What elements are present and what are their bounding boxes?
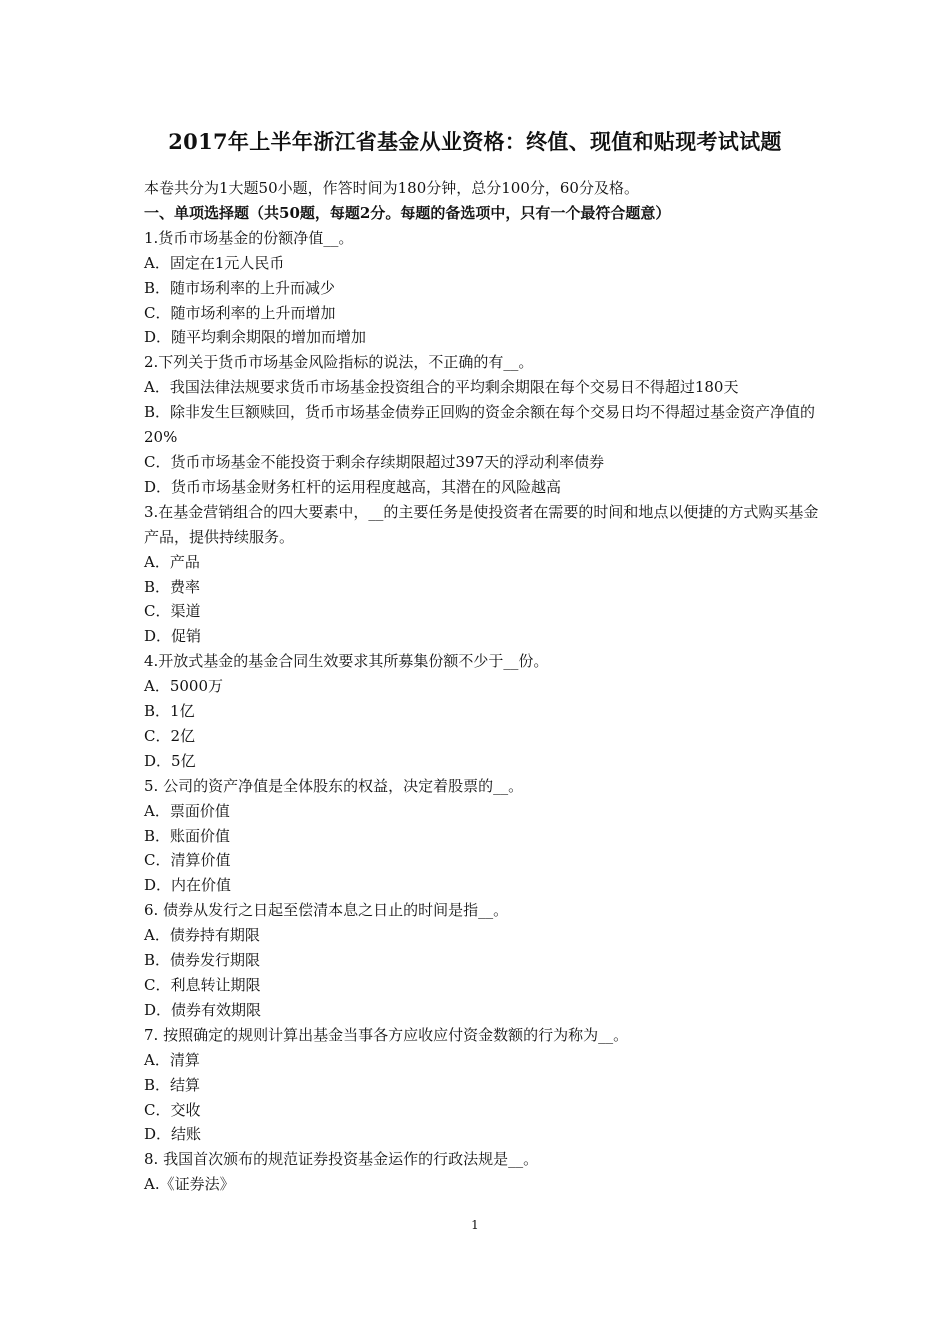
question-stem: 4.开放式基金的基金合同生效要求其所募集份额不少于__份。 bbox=[144, 652, 549, 671]
question-stem: 2.下列关于货币市场基金风险指标的说法，不正确的有__。 bbox=[144, 353, 534, 372]
option-c: C．货币市场基金不能投资于剩余存续期限超过397天的浮动利率债券 bbox=[144, 452, 605, 471]
option-c: C．利息转让期限 bbox=[144, 976, 261, 994]
option-b: B．1亿 bbox=[144, 702, 195, 721]
intro-text: 本卷共分为1大题50小题，作答时间为180分钟，总分100分，60分及格。 bbox=[144, 179, 639, 197]
document-body bbox=[144, 176, 824, 1197]
question-8 bbox=[144, 1147, 824, 1197]
option-a: A．产品 bbox=[144, 552, 200, 571]
option-a: A．5000万 bbox=[144, 677, 224, 696]
option-a: A.《证券法》 bbox=[144, 1175, 235, 1194]
option-c: C．2亿 bbox=[144, 726, 196, 745]
page-number: 1 bbox=[471, 1218, 479, 1232]
option-b: B．债券发行期限 bbox=[144, 951, 261, 970]
option-d: D．促销 bbox=[144, 627, 202, 646]
option-a: A．债券持有期限 bbox=[144, 926, 260, 945]
option-b: B．费率 bbox=[144, 577, 201, 596]
question-7 bbox=[144, 1023, 824, 1148]
question-3 bbox=[144, 500, 824, 649]
question-stem: 5. 公司的资产净值是全体股东的权益，决定着股票的__。 bbox=[144, 776, 524, 795]
option-a: A．票面价值 bbox=[144, 801, 230, 820]
option-d: D．随平均剩余期限的增加而增加 bbox=[144, 328, 367, 347]
option-c: C．清算价值 bbox=[144, 851, 231, 870]
option-a: A．我国法律法规要求货币市场基金投资组合的平均剩余期限在每个交易日不得超过180天 bbox=[144, 378, 739, 397]
option-a: A．固定在1元人民币 bbox=[144, 253, 285, 272]
question-stem: 6. 债券从发行之日起至偿清本息之日止的时间是指__。 bbox=[144, 901, 509, 920]
option-c: C．交收 bbox=[144, 1100, 201, 1119]
option-d: D．债券有效期限 bbox=[144, 1000, 262, 1019]
option-d: D．内在价值 bbox=[144, 876, 232, 895]
option-c: C．随市场利率的上升而增加 bbox=[144, 303, 336, 322]
option-b: B．随市场利率的上升而减少 bbox=[144, 278, 336, 297]
option-d: D．5亿 bbox=[144, 751, 196, 770]
option-a: A．清算 bbox=[144, 1050, 200, 1069]
option-b: B．除非发生巨额赎回，货币市场基金债券正回购的资金余额在每个交易日均不得超过基金资产净值的20% bbox=[144, 403, 816, 447]
option-b: B．账面价值 bbox=[144, 826, 231, 845]
option-d: D．货币市场基金财务杠杆的运用程度越高，其潜在的风险越高 bbox=[144, 477, 562, 496]
section-heading: 一、单项选择题（共50题，每题2分。每题的备选项中，只有一个最符合题意） bbox=[144, 203, 671, 222]
option-d: D．结账 bbox=[144, 1125, 202, 1144]
option-b: B．结算 bbox=[144, 1075, 201, 1094]
question-stem: 1.货币市场基金的份额净值__。 bbox=[144, 228, 354, 247]
question-stem: 3.在基金营销组合的四大要素中，__的主要任务是使投资者在需要的时间和地点以便捷的方式购买基金产品，提供持续服务。 bbox=[144, 502, 819, 546]
question-5 bbox=[144, 774, 824, 899]
question-1 bbox=[144, 226, 824, 351]
option-c: C．渠道 bbox=[144, 602, 201, 621]
question-4 bbox=[144, 649, 824, 774]
question-6 bbox=[144, 898, 824, 1023]
document-title: 2017年上半年浙江省基金从业资格：终值、现值和贴现考试试题 bbox=[168, 129, 782, 154]
question-2 bbox=[144, 350, 824, 499]
question-stem: 7. 按照确定的规则计算出基金当事各方应收应付资金数额的行为称为__。 bbox=[144, 1025, 629, 1044]
question-stem: 8. 我国首次颁布的规范证券投资基金运作的行政法规是__。 bbox=[144, 1150, 539, 1169]
